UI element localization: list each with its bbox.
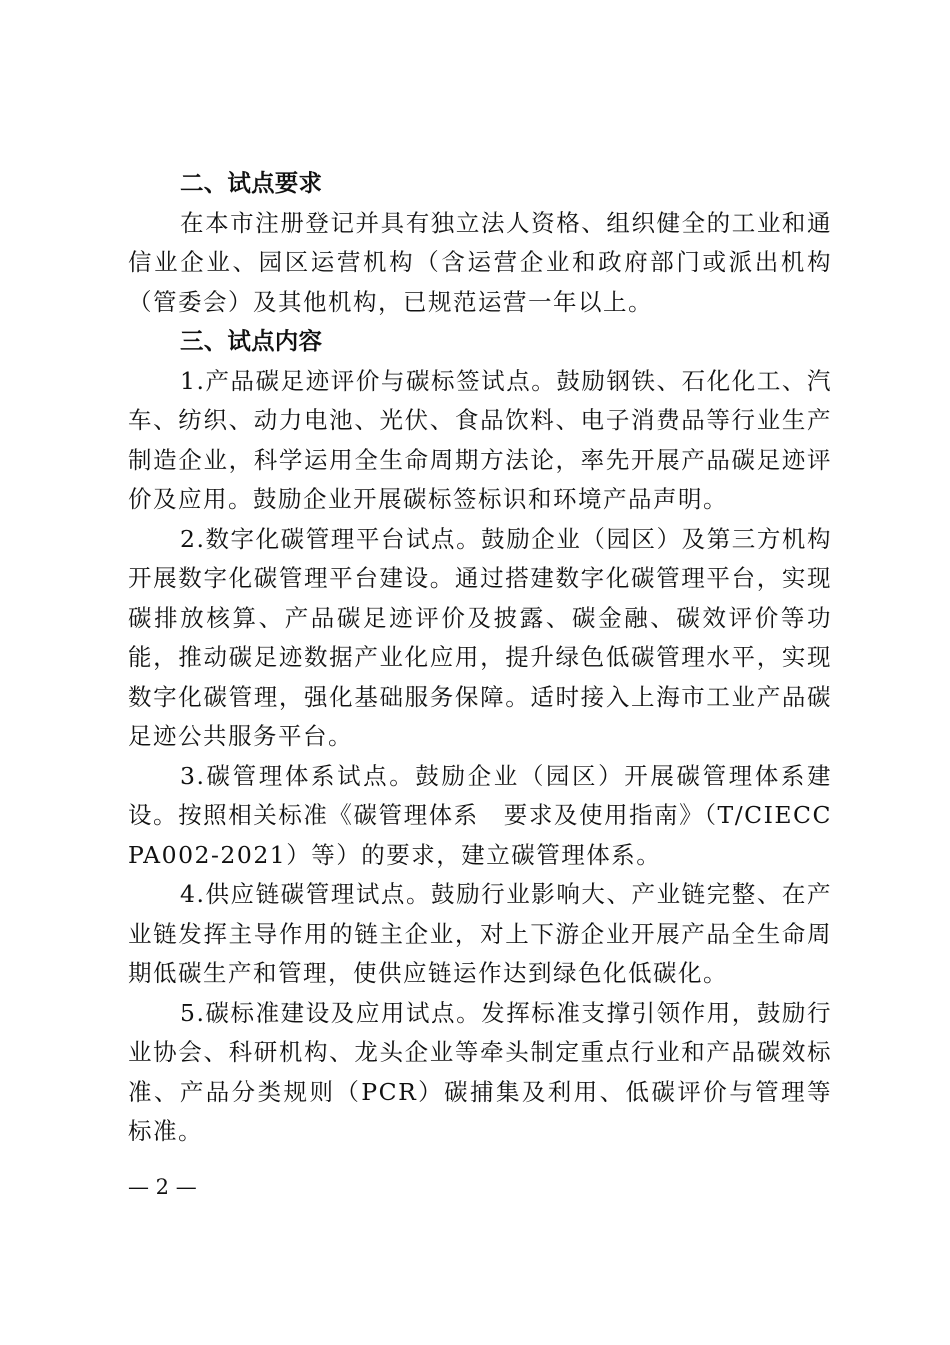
- page-number: — 2 —: [128, 1175, 197, 1199]
- section-heading-pilot-requirements: 二、试点要求: [180, 169, 323, 197]
- paragraph-carbon-standards: 5.碳标准建设及应用试点。发挥标准支撑引领作用，鼓励行业协会、科研机构、龙头企业等牵头制定重点行业和产品碳效标准、产品分类规则（PCR）碳捕集及利用、低碳评价与管理等标准。: [128, 998, 832, 1145]
- paragraph-product-carbon-footprint: 1.产品碳足迹评价与碳标签试点。鼓励钢铁、石化化工、汽车、纺织、动力电池、光伏、食品饮料、电子消费品等行业生产制造企业，科学运用全生命周期方法论，率先开展产品碳足迹评价及应用。鼓励企业开展碳标签标识和环境产品声明。: [128, 366, 832, 513]
- document-body: [128, 164, 832, 1152]
- paragraph-supply-chain-carbon: 4.供应链碳管理试点。鼓励行业影响大、产业链完整、在产业链发挥主导作用的链主企业，对上下游企业开展产品全生命周期低碳生产和管理，使供应链运作达到绿色化低碳化。: [128, 880, 832, 987]
- section-heading-pilot-content: 三、试点内容: [180, 327, 323, 355]
- paragraph-carbon-management-system: 3.碳管理体系试点。鼓励企业（园区）开展碳管理体系建设。按照相关标准《碳管理体系 要求及使用指南》（T/CIECCPA002-2021）等）的要求，建立碳管理体系。: [128, 761, 832, 869]
- paragraph-digital-carbon-platform: 2.数字化碳管理平台试点。鼓励企业（园区）及第三方机构开展数字化碳管理平台建设。通过搭建数字化碳管理平台，实现碳排放核算、产品碳足迹评价及披露、碳金融、碳效评价等功能，推动碳足迹数据产业化应用，提升绿色低碳管理水平，实现数字化碳管理，强化基础服务保障。适时接入上海市工业产品碳足迹公共服务平台。: [128, 524, 832, 750]
- paragraph-eligibility: 在本市注册登记并具有独立法人资格、组织健全的工业和通信业企业、园区运营机构（含运营企业和政府部门或派出机构（管委会）及其他机构，已规范运营一年以上。: [128, 208, 832, 316]
